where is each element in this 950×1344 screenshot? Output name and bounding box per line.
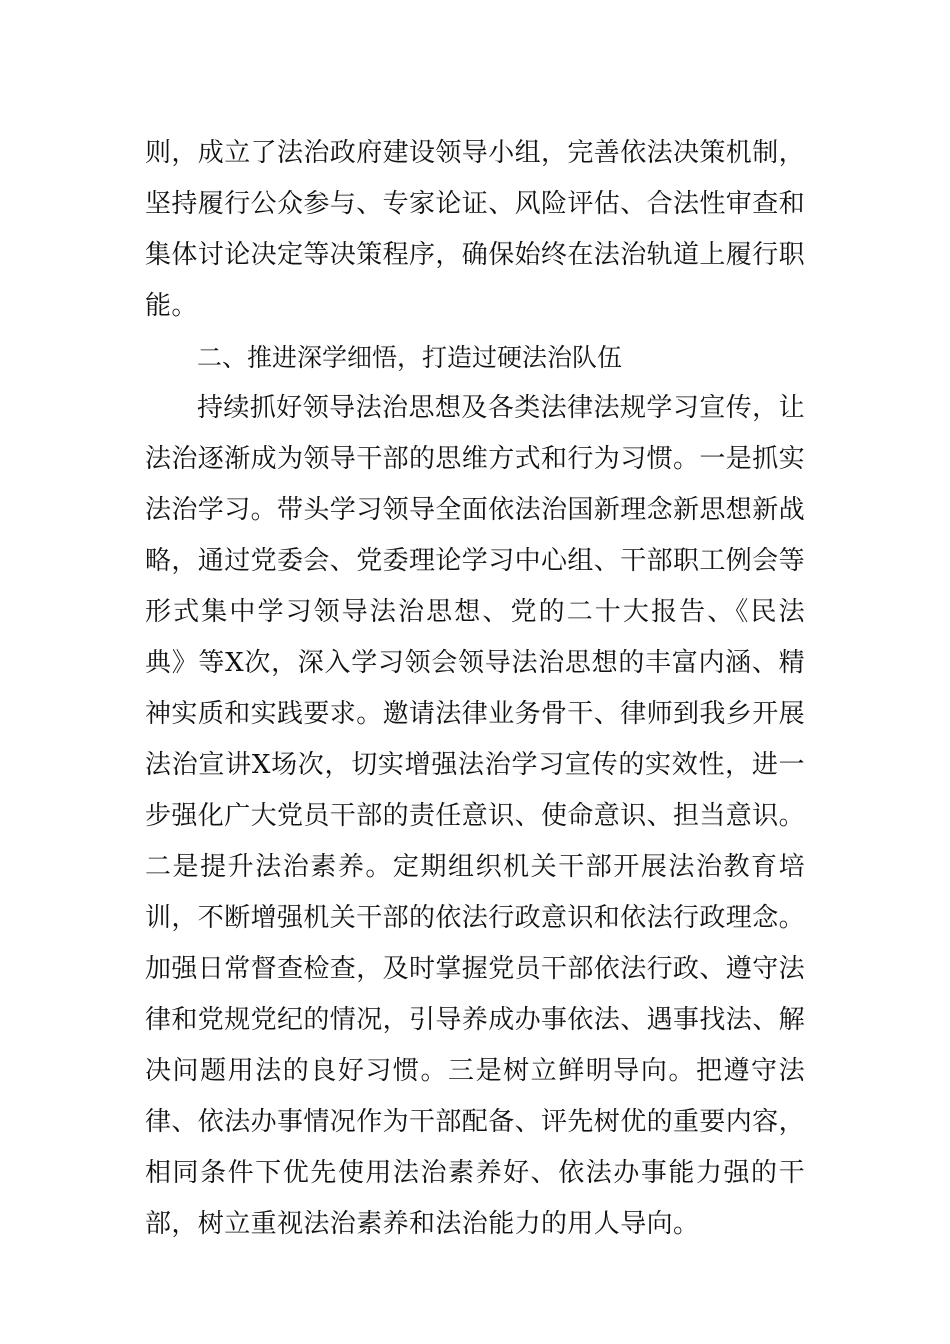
- section-heading: 二、推进深学细悟，打造过硬法治队伍: [197, 343, 623, 372]
- paragraph-body: 持续抓好领导法治思想及各类法律法规学习宣传，让法治逐渐成为领导干部的思维方式和行为习惯。一是抓实法治学习。带头学习领导全面依法治国新理念新思想新战略，通过党委会、党委理论学习中心组、干部职工例会等形式集中学习领导法治思想、党的二十大报告、《民法典》等X次，深入学习领会领导法治思想的丰富内涵、精神实质和实践要求。邀请法律业务骨干、律师到我乡开展法治宣讲X场次，切实增强法治学习宣传的实效性，进一步强化广大党员干部的责任意识、使命意识、担当意识。二是提升法治素养。定期组织机关干部开展法治教育培训，不断增强机关干部的依法行政意识和依法行政理念。加强日常督查检查，及时掌握党员干部依法行政、遵守法律和党规党纪的情况，引导养成办事依法、遇事找法、解决问题用法的良好习惯。三是树立鲜明导向。把遵守法律、依法办事情况作为干部配备、评先树优的重要内容，相同条件下优先使用法治素养好、依法办事能力强的干部，树立重视法治素养和法治能力的用人导向。: [145, 393, 806, 1239]
- paragraph-continuation: 则，成立了法治政府建设领导小组，完善依法决策机制，坚持履行公众参与、专家论证、风险评估、合法性审查和集体讨论决定等决策程序，确保始终在法治轨道上履行职能。: [145, 138, 806, 321]
- document-body: [145, 128, 805, 1250]
